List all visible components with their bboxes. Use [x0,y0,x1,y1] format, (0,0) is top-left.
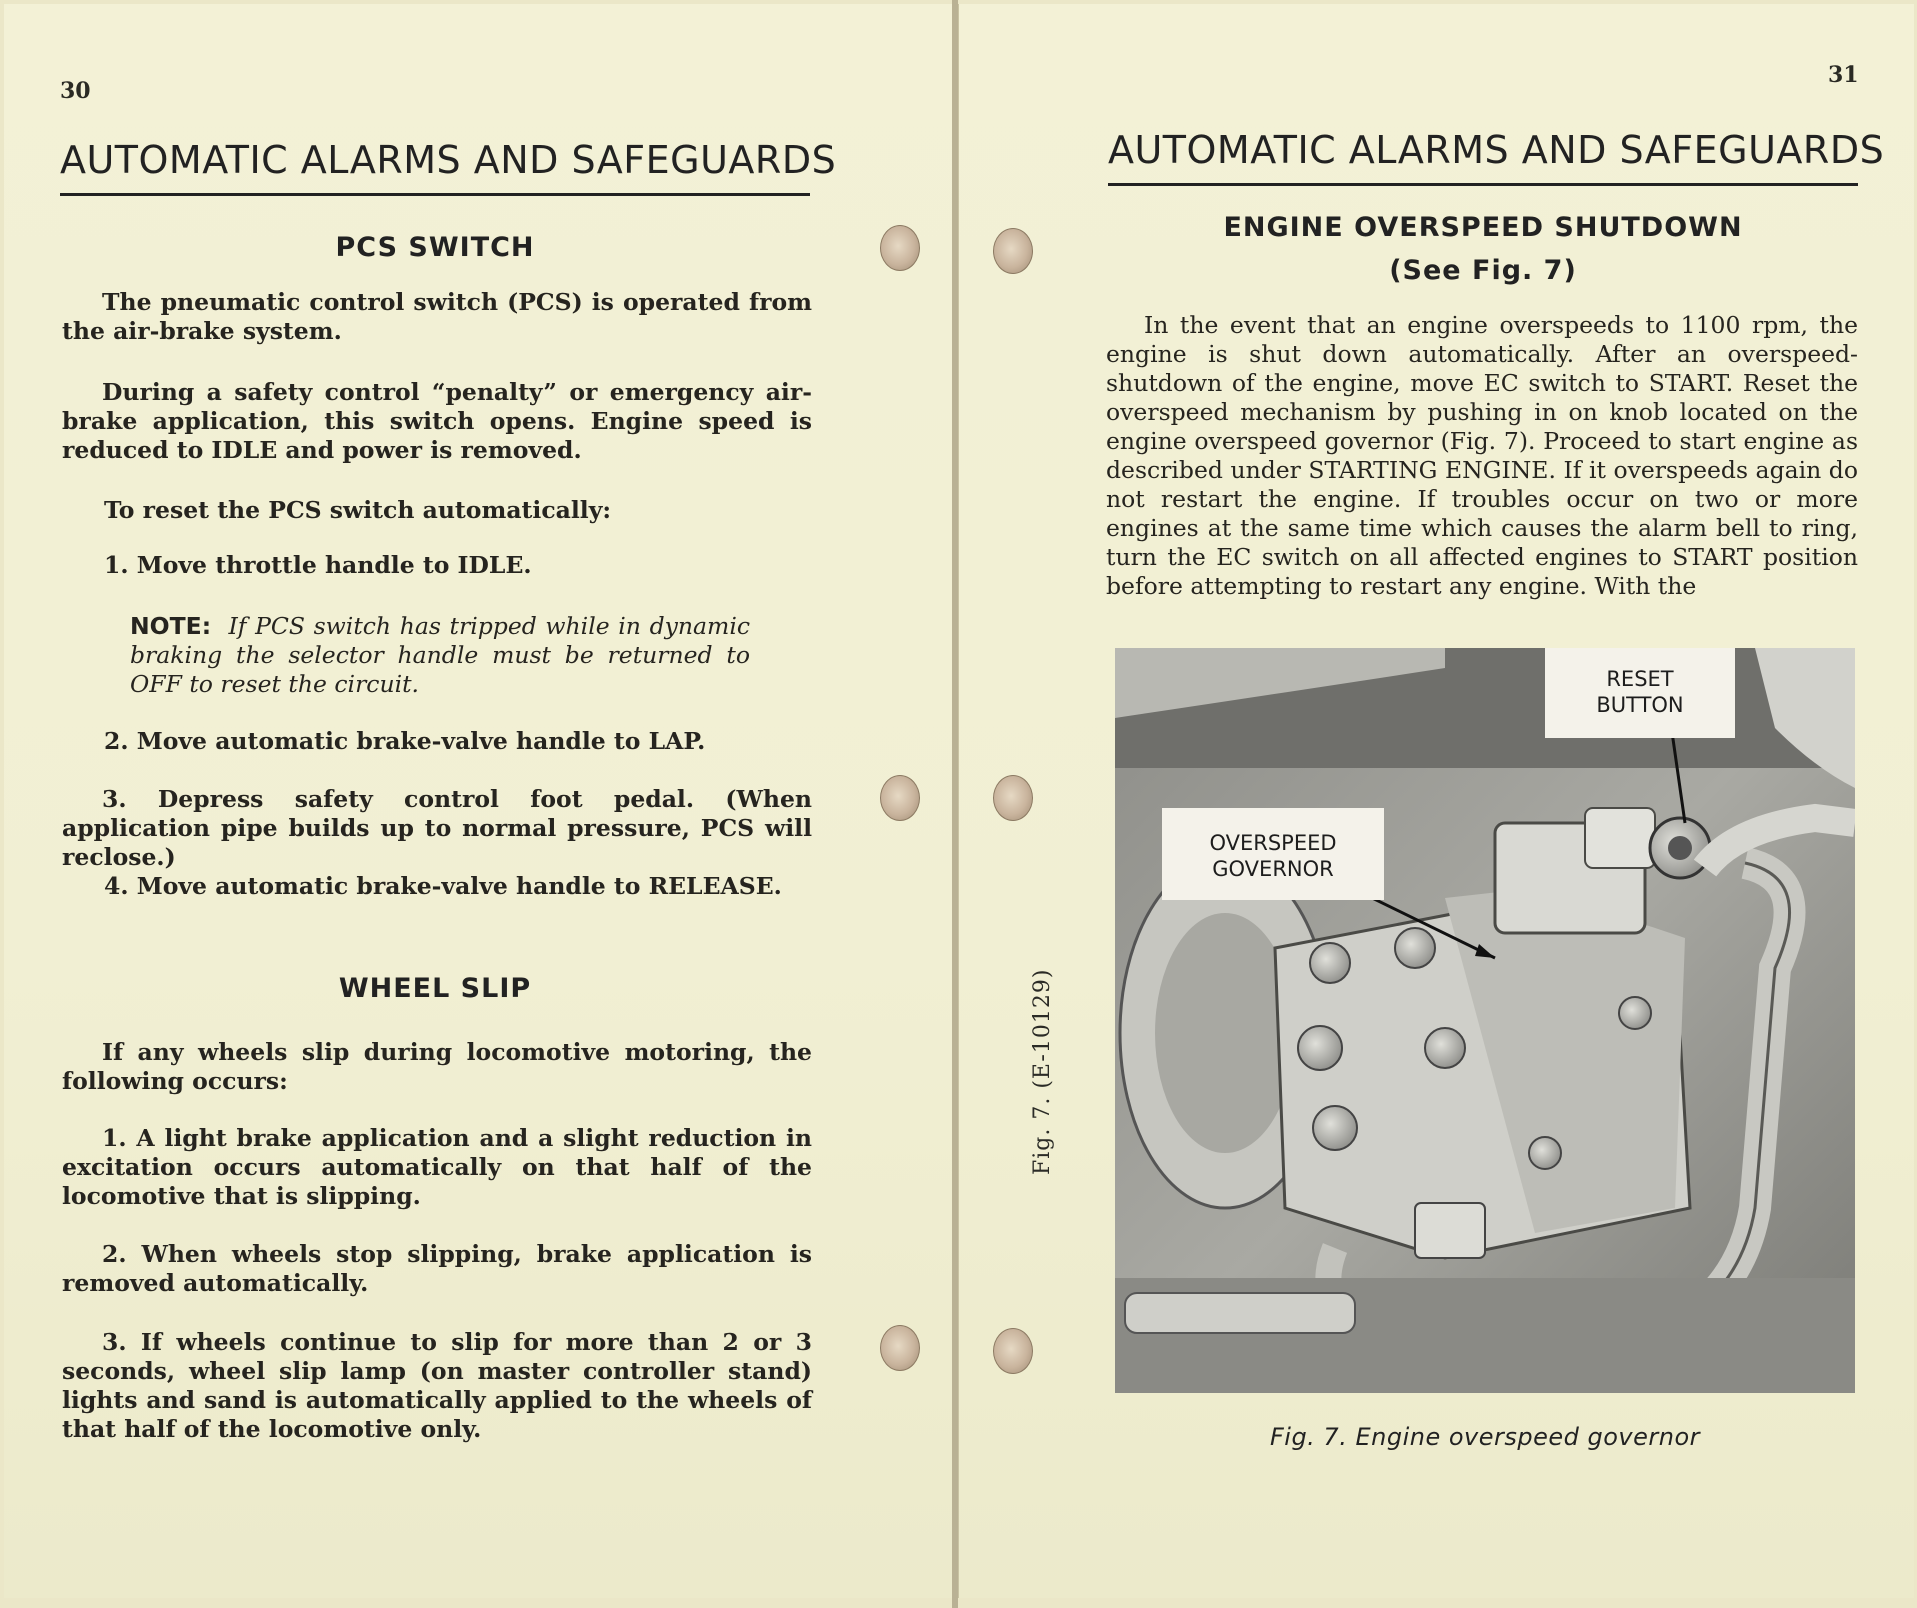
section-title-pcs-switch: PCS SWITCH [335,232,535,263]
running-head-left: AUTOMATIC ALARMS AND SAFEGUARDS [60,138,837,182]
punch-hole [993,775,1033,821]
callout-gov-line1: OVERSPEED [1209,831,1337,855]
section-subtitle-see-fig: (See Fig. 7) [1389,255,1577,286]
figure-caption: Fig. 7. Engine overspeed governor [1269,1423,1701,1451]
callout-reset-line1: RESET [1606,667,1674,691]
step-4-release: 4. Move automatic brake-valve handle to RELEASE. [104,872,782,900]
paragraph-pcs-intro: The pneumatic control switch (PCS) is operated from the air-brake system. [62,288,812,345]
head-rule-right [1108,183,1858,186]
step-1-throttle: 1. Move throttle handle to IDLE. [104,551,532,579]
punch-hole [880,225,920,271]
punch-hole [993,1328,1033,1374]
section-title-wheel-slip: WHEEL SLIP [338,973,532,1004]
figure-side-label: Fig. 7. (E-10129) [1030,968,1055,1175]
wheel-slip-item-3: 3. If wheels continue to slip for more than 2 or 3 seconds, wheel slip lamp (on master controller stand) lights and sand is automatically applied to the wheels of that half of the locomotive only. [62,1328,812,1443]
punch-hole [993,228,1033,274]
callout-reset-line2: BUTTON [1596,693,1684,717]
page-number-right: 31 [1828,62,1859,88]
section-title-overspeed: ENGINE OVERSPEED SHUTDOWN [1223,212,1743,243]
wheel-slip-item-2: 2. When wheels stop slipping, brake application is removed automatically. [62,1240,812,1297]
paragraph-wheel-slip-intro: If any wheels slip during locomotive motoring, the following occurs: [62,1038,812,1095]
paragraph-pcs-reset: To reset the PCS switch automatically: [104,496,612,524]
note-dynamic-braking [130,612,750,699]
callout-gov-line2: GOVERNOR [1212,857,1334,881]
page-number-left: 30 [60,78,91,104]
paragraph-pcs-penalty: During a safety control “penalty” or emergency air-brake application, this switch opens. Engine speed is reduced to IDLE and power is removed. [62,378,812,464]
running-head-right: AUTOMATIC ALARMS AND SAFEGUARDS [1108,128,1885,172]
step-2-lap: 2. Move automatic brake-valve handle to LAP. [104,727,706,755]
callout-overspeed-governor [1162,808,1384,900]
punch-hole [880,1325,920,1371]
punch-hole [880,775,920,821]
wheel-slip-item-1: 1. A light brake application and a slight reduction in excitation occurs automatically on that half of the locomotive that is slipping. [62,1124,812,1210]
note-text: If PCS switch has tripped while in dynamic braking the selector handle must be returned to OFF to reset the circuit. [130,612,750,698]
paragraph-overspeed-body: In the event that an engine overspeeds to 1100 rpm, the engine is shut down automatically. After an overspeed-shutdown of the engine, move EC switch to START. Reset the overspeed mechanism by pushing in on knob located on the engine overspeed governor (Fig. 7). Proceed to start engine as described under STARTING ENGINE. If it overspeeds again do not restart the engine. If troubles occur on two or more engines at the same time which causes the alarm bell to ring, turn the EC switch on all affected engines to START position before attempting to restart any engine. With the [1106,311,1858,600]
head-rule-left [60,193,810,196]
note-label: NOTE: [130,612,212,640]
overspeed-governor-photo [1115,648,1855,1393]
step-3-foot-pedal: 3. Depress safety control foot pedal. (When application pipe builds up to normal pressure, PCS will reclose.) [62,785,812,871]
callout-reset-button [1545,648,1735,738]
